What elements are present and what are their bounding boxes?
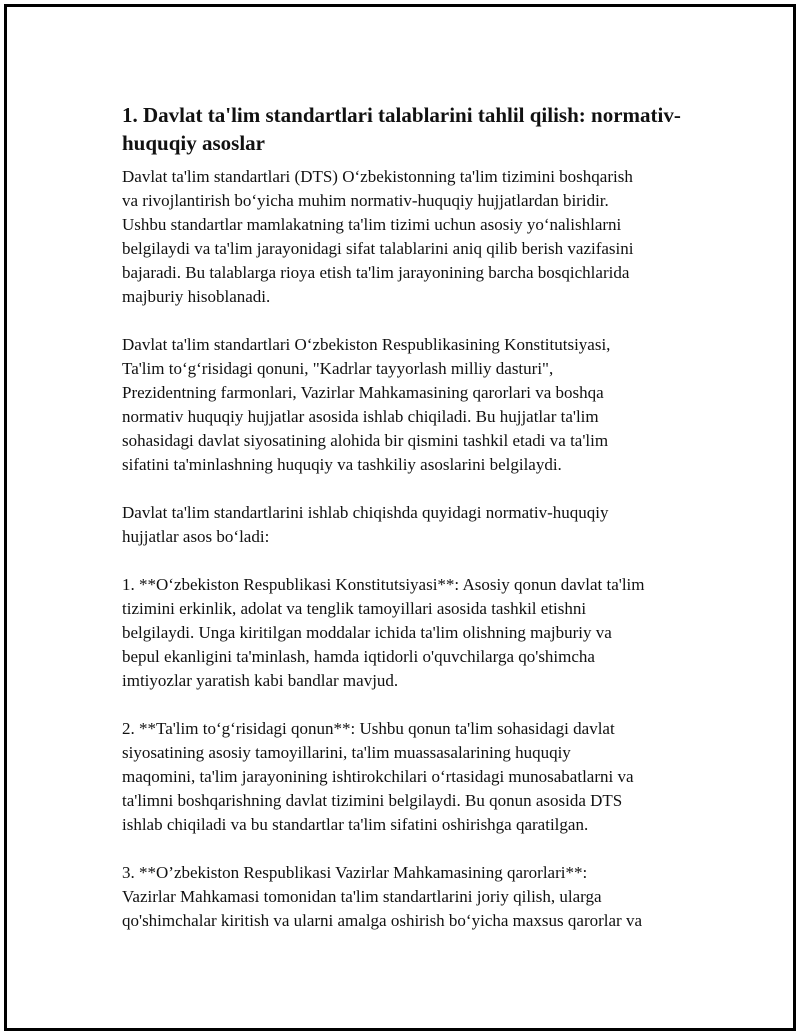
text-line: belgilaydi. Unga kiritilgan moddalar ichida ta'lim olishning majburiy va [122, 623, 612, 642]
paragraph-legal-basis [122, 333, 697, 477]
page-frame [4, 4, 796, 1031]
text-line: hujjatlar asos bo‘ladi: [122, 527, 270, 546]
text-line: bajaradi. Bu talablarga rioya etish ta'lim jarayonining barcha bosqichlarida [122, 263, 630, 282]
text-line: Davlat ta'lim standartlari O‘zbekiston Respublikasining Konstitutsiyasi, [122, 335, 611, 354]
list-item-education-law [122, 717, 697, 837]
text-line: Ushbu standartlar mamlakatning ta'lim tizimi uchun asosiy yo‘nalishlarni [122, 215, 622, 234]
text-line: sifatini ta'minlashning huquqiy va tashkiliy asoslarini belgilaydi. [122, 455, 562, 474]
text-line: ta'limni boshqarishning davlat tizimini belgilaydi. Bu qonun asosida DTS [122, 791, 623, 810]
text-line: belgilaydi va ta'lim jarayonidagi sifat talablarini aniq qilib berish vazifasini [122, 239, 634, 258]
text-line: qo'shimchalar kiritish va ularni amalga oshirish bo‘yicha maxsus qarorlar va [122, 911, 643, 930]
text-line: bepul ekanligini ta'minlash, hamda iqtidorli o'quvchilarga qo'shimcha [122, 647, 595, 666]
document-title [122, 101, 697, 157]
text-line: Prezidentning farmonlari, Vazirlar Mahkamasining qarorlari va boshqa [122, 383, 604, 402]
text-line: ishlab chiqiladi va bu standartlar ta'lim sifatini oshirishga qaratilgan. [122, 815, 589, 834]
text-line: Davlat ta'lim standartlari (DTS) O‘zbekistonning ta'lim tizimini boshqarish [122, 167, 633, 186]
text-line: maqomini, ta'lim jarayonining ishtirokchilari o‘rtasidagi munosabatlarni va [122, 767, 634, 786]
paragraph-intro [122, 165, 697, 309]
text-line: 3. **O’zbekiston Respublikasi Vazirlar Mahkamasining qarorlari**: [122, 863, 588, 882]
list-item-cabinet-resolutions [122, 861, 697, 933]
text-line: sohasidagi davlat siyosatining alohida bir qismini tashkil etadi va ta'lim [122, 431, 609, 450]
text-line: Davlat ta'lim standartlarini ishlab chiqishda quyidagi normativ-huquqiy [122, 503, 609, 522]
text-line: Vazirlar Mahkamasi tomonidan ta'lim standartlarini joriy qilish, ularga [122, 887, 602, 906]
text-line: imtiyozlar yaratish kabi bandlar mavjud. [122, 671, 399, 690]
paragraph-list-intro [122, 501, 697, 549]
text-line: 2. **Ta'lim to‘g‘risidagi qonun**: Ushbu qonun ta'lim sohasidagi davlat [122, 719, 615, 738]
title-line: huquqiy asoslar [122, 131, 265, 155]
text-line: Ta'lim to‘g‘risidagi qonuni, "Kadrlar tayyorlash milliy dasturi", [122, 359, 554, 378]
title-line: 1. Davlat ta'lim standartlari talablarini tahlil qilish: normativ- [122, 103, 681, 127]
text-line: va rivojlantirish bo‘yicha muhim normativ-huquqiy hujjatlardan biridir. [122, 191, 609, 210]
document-body [122, 101, 697, 957]
text-line: 1. **O‘zbekiston Respublikasi Konstitutsiyasi**: Asosiy qonun davlat ta'lim [122, 575, 645, 594]
list-item-constitution [122, 573, 697, 693]
text-line: siyosatining asosiy tamoyillarini, ta'lim muassasalarining huquqiy [122, 743, 571, 762]
text-line: tizimini erkinlik, adolat va tenglik tamoyillari asosida tashkil etishni [122, 599, 587, 618]
text-line: normativ huquqiy hujjatlar asosida ishlab chiqiladi. Bu hujjatlar ta'lim [122, 407, 599, 426]
text-line: majburiy hisoblanadi. [122, 287, 271, 306]
